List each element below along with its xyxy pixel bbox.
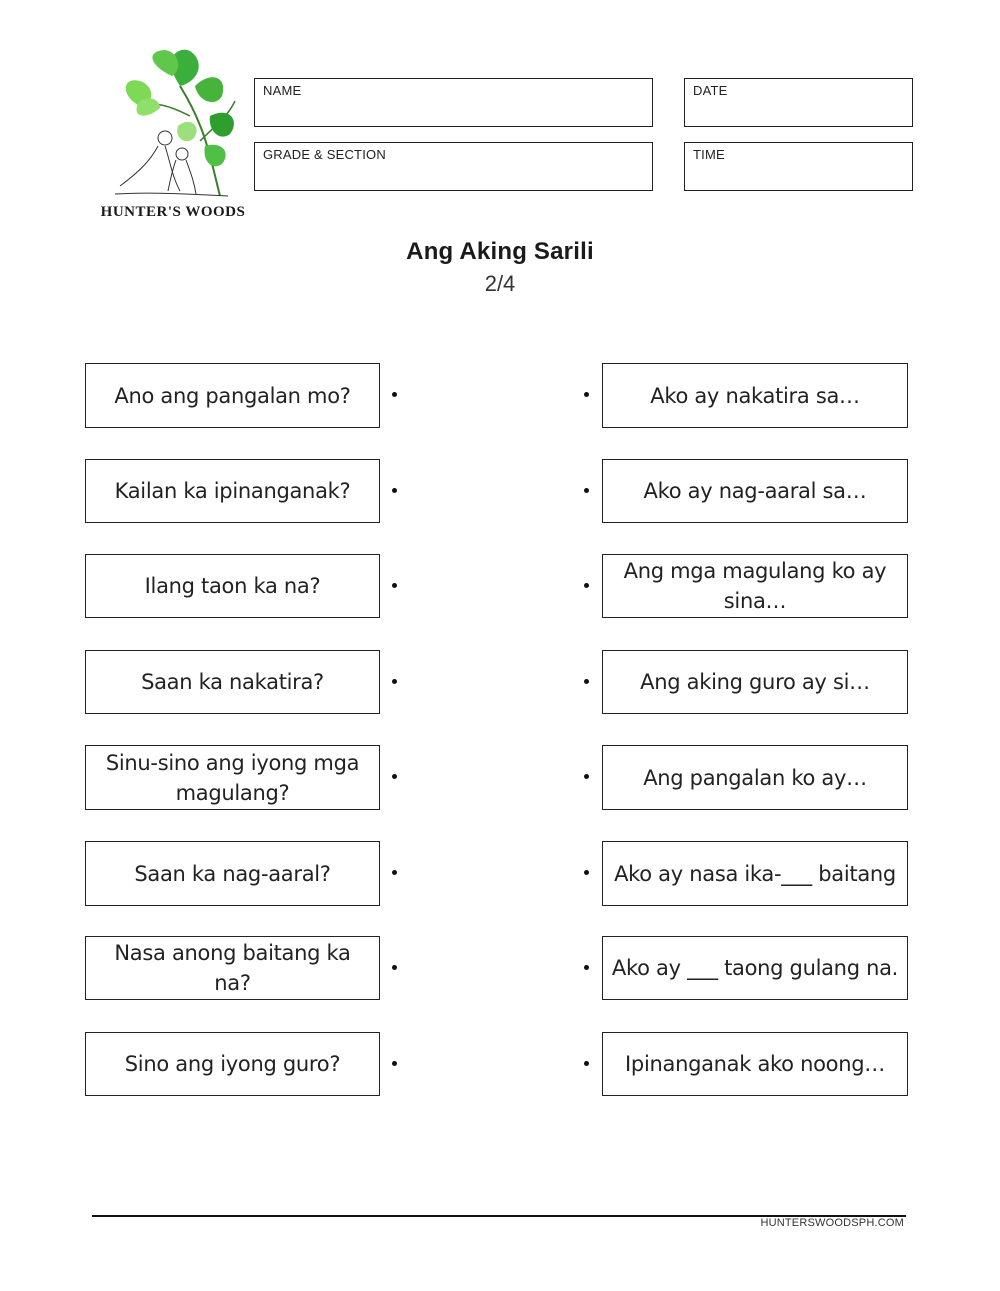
left-match-dot-1[interactable] [392,392,397,397]
question-box-3[interactable]: Ilang taon ka na? [85,554,380,618]
question-box-5[interactable]: Sinu-sino ang iyong mga magulang? [85,745,380,810]
answer-box-1[interactable]: Ako ay nakatira sa… [602,363,908,428]
right-match-dot-8[interactable] [584,1061,589,1066]
left-match-dot-5[interactable] [392,774,397,779]
right-match-dot-5[interactable] [584,774,589,779]
question-box-8[interactable]: Sino ang iyong guro? [85,1032,380,1096]
name-field[interactable] [254,78,653,127]
brand-name: HUNTER'S WOODS [100,204,246,220]
time-label: TIME [693,147,725,162]
answer-box-8[interactable]: Ipinanganak ako noong… [602,1032,908,1096]
footer-website: HUNTERSWOODSPH.COM [760,1217,904,1229]
left-match-dot-4[interactable] [392,679,397,684]
question-box-7[interactable]: Nasa anong baitang ka na? [85,936,380,1000]
page-indicator: 2/4 [484,271,516,296]
answer-box-6[interactable]: Ako ay nasa ika-___ baitang [602,841,908,906]
name-label: NAME [263,83,302,98]
worksheet-title: Ang Aking Sarili [406,238,594,265]
left-match-dot-6[interactable] [392,870,397,875]
leaf-illustration-icon [110,46,240,206]
right-match-dot-2[interactable] [584,488,589,493]
hunters-woods-logo [92,46,254,226]
question-box-6[interactable]: Saan ka nag-aaral? [85,841,380,906]
answer-box-4[interactable]: Ang aking guro ay si… [602,650,908,714]
answer-box-3[interactable]: Ang mga magulang ko ay sina… [602,554,908,618]
right-match-dot-7[interactable] [584,965,589,970]
question-box-2[interactable]: Kailan ka ipinanganak? [85,459,380,523]
left-match-dot-3[interactable] [392,583,397,588]
date-field[interactable] [684,78,913,127]
grade-section-field[interactable] [254,142,653,191]
answer-box-2[interactable]: Ako ay nag-aaral sa… [602,459,908,523]
right-match-dot-1[interactable] [584,392,589,397]
time-field[interactable] [684,142,913,191]
answer-box-7[interactable]: Ako ay ___ taong gulang na. [602,936,908,1000]
right-match-dot-3[interactable] [584,583,589,588]
answer-box-5[interactable]: Ang pangalan ko ay… [602,745,908,810]
right-match-dot-6[interactable] [584,870,589,875]
question-box-1[interactable]: Ano ang pangalan mo? [85,363,380,428]
left-match-dot-7[interactable] [392,965,397,970]
grade-section-label: GRADE & SECTION [263,147,386,162]
left-match-dot-8[interactable] [392,1061,397,1066]
left-match-dot-2[interactable] [392,488,397,493]
question-box-4[interactable]: Saan ka nakatira? [85,650,380,714]
date-label: DATE [693,83,728,98]
right-match-dot-4[interactable] [584,679,589,684]
